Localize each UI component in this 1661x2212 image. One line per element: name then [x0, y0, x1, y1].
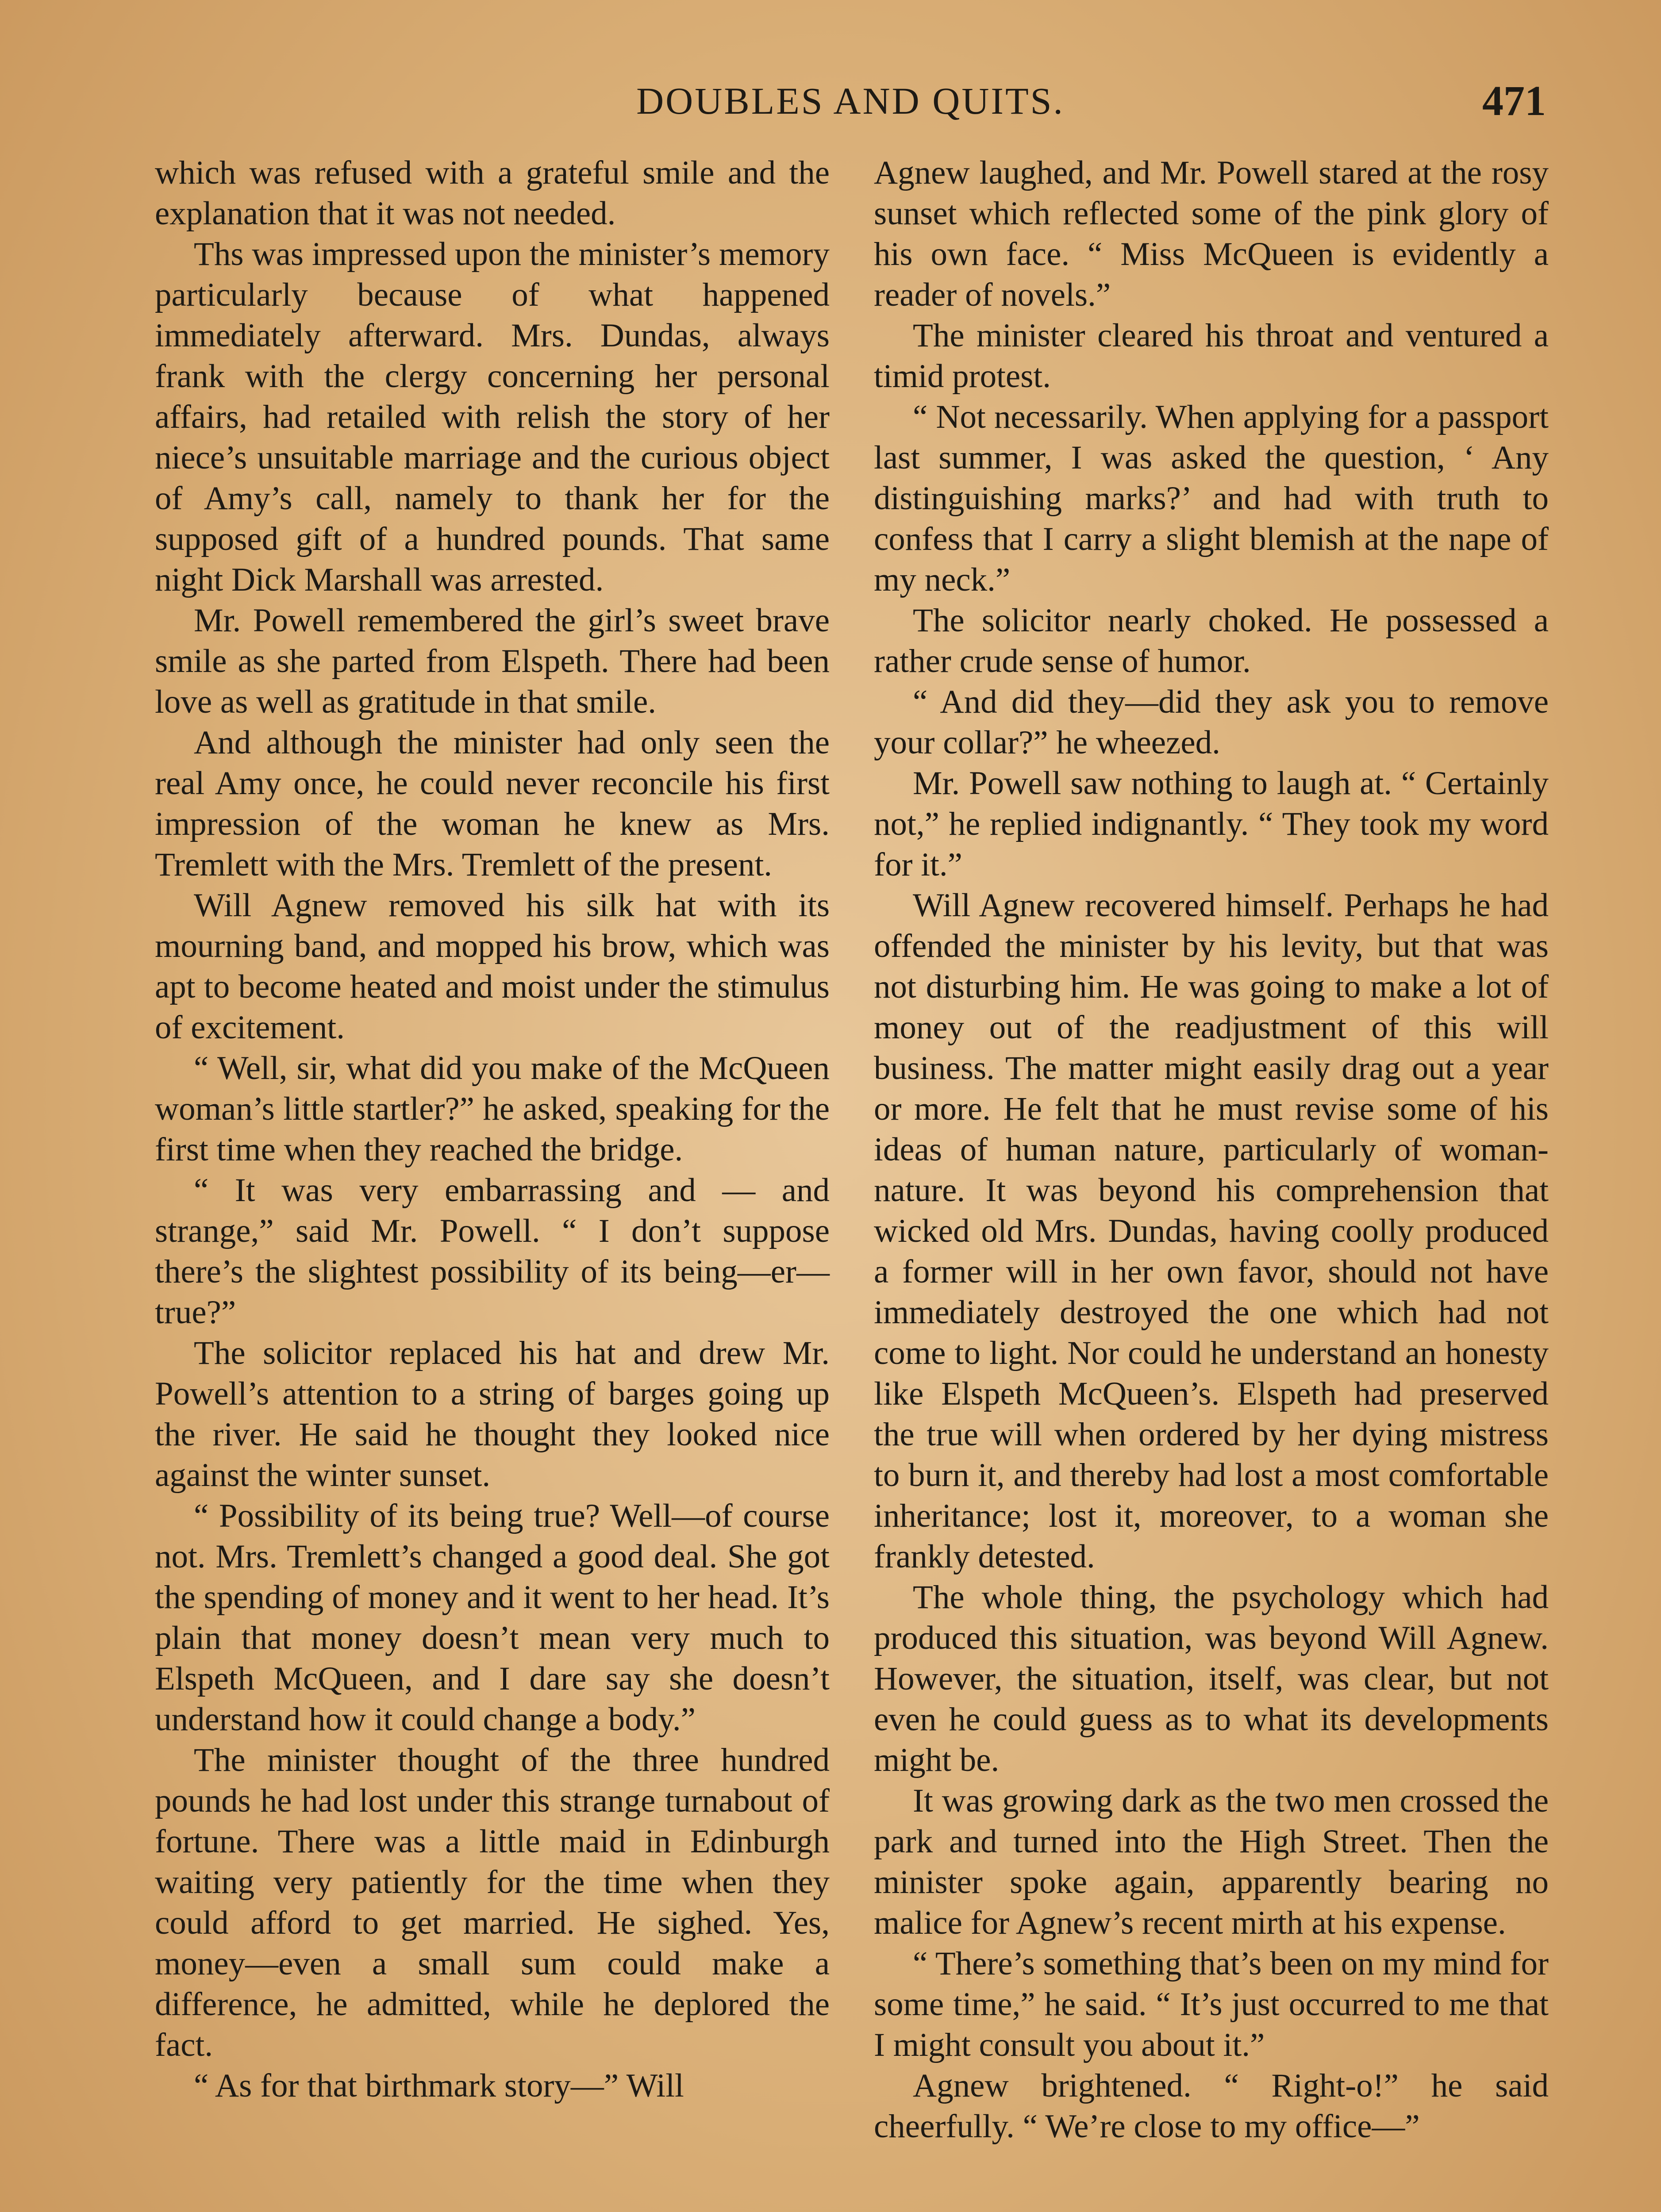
paragraph: Will Agnew removed his silk hat with its mourning band, and mopped his brow, which was apt to become heated and moist under the stimulus of excitement.: [155, 887, 830, 1046]
page-header: [150, 66, 1550, 128]
paragraph: The solicitor nearly choked. He possessed a rather crude sense of humor.: [874, 602, 1549, 680]
paragraph: The solicitor replaced his hat and drew Mr. Powell’s attention to a string of barges going up the river. He said he thought they looked nice against the winter sunset.: [155, 1335, 830, 1494]
paragraph: It was growing dark as the two men crossed the park and turned into the High Street. Then the minister spoke again, apparently bearing no malice for Agnew’s recent mirth at his expense.: [874, 1782, 1549, 1941]
paragraph: “ There’s something that’s been on my mind for some time,” he said. “ It’s just occurred to me that I might consult you about it.”: [874, 1945, 1549, 2063]
paragraph: Mr. Powell remembered the girl’s sweet brave smile as she parted from Elspeth. There had been love as well as gratitude in that smile.: [155, 602, 830, 720]
paragraph: The whole thing, the psychology which had produced this situation, was beyond Will Agnew. However, the situation, itself, was clear, but not even he could guess as to what its developments might be.: [874, 1579, 1549, 1778]
paragraph: Ths was impressed upon the minister’s memory particularly because of what happened immediately afterward. Mrs. Dundas, always frank with the clergy concerning her personal affairs, had retailed with relish the story of her niece’s unsuitable marriage and the curious object of Amy’s call, namely to thank her for the supposed gift of a hundred pounds. That same night Dick Marshall was arrested.: [155, 236, 830, 598]
page-number: 471: [1482, 77, 1546, 124]
paragraph: “ Well, sir, what did you make of the McQueen woman’s little startler?” he asked, speaking for the first time when they reached the bridge.: [155, 1050, 830, 1168]
left-column: [155, 153, 830, 2106]
paragraph: Agnew laughed, and Mr. Powell stared at the rosy sunset which reflected some of the pink glory of his own face. “ Miss McQueen is evidently a reader of novels.”: [874, 154, 1549, 313]
paragraph: “ And did they—did they ask you to remove your collar?” he wheezed.: [874, 684, 1549, 761]
paragraph: The minister thought of the three hundred pounds he had lost under this strange turnabout of fortune. There was a little maid in Edinburgh waiting very patiently for the time when they could afford to get married. He sighed. Yes, money—even a small sum could make a difference, he admitted, while he deplored the fact.: [155, 1742, 830, 2063]
paragraph: Agnew brightened. “ Right-o!” he said cheerfully. “ We’re close to my office—”: [874, 2067, 1549, 2145]
paragraph: “ Not necessarily. When applying for a passport last summer, I was asked the question, ‘ Any distinguishing marks?’ and had with truth to confess that I carry a slight blemish at the nape of my neck.”: [874, 399, 1549, 598]
text-columns: [155, 153, 1549, 2212]
paragraph: which was refused with a grateful smile and the explanation that it was not needed.: [155, 154, 830, 232]
paragraph: “ As for that birthmark story—” Will: [194, 2067, 684, 2104]
paragraph: And although the minister had only seen the real Amy once, he could never reconcile his first impression of the woman he knew as Mrs. Tremlett with the Mrs. Tremlett of the present.: [155, 724, 830, 883]
paragraph: Will Agnew recovered himself. Perhaps he had offended the minister by his levity, but that was not disturbing him. He was going to make a lot of money out of the readjustment of this will business. The matter might easily drag out a year or more. He felt that he must revise some of his ideas of human nature, particularly of woman-nature. It was beyond his comprehension that wicked old Mrs. Dundas, having coolly produced a former will in her own favor, should not have immediately destroyed the one which had not come to light. Nor could he understand an honesty like Elspeth McQueen’s. Elspeth had preserved the true will when ordered by her dying mistress to burn it, and thereby had lost a most comfortable inheritance; lost it, moreover, to a woman she frankly detested.: [874, 887, 1549, 1575]
paragraph: “ Possibility of its being true? Well—of course not. Mrs. Tremlett’s changed a good deal. She got the spending of money and it went to her head. It’s plain that money doesn’t mean very much to Elspeth McQueen, and I dare say she doesn’t understand how it could change a body.”: [155, 1498, 830, 1738]
paragraph: “ It was very embarrassing and — and strange,” said Mr. Powell. “ I don’t suppose there’s the slightest possibility of its being—er—true?”: [155, 1172, 830, 1331]
right-column: [874, 153, 1549, 2147]
paragraph: The minister cleared his throat and ventured a timid protest.: [874, 317, 1549, 395]
running-title: DOUBLES AND QUITS.: [636, 80, 1065, 122]
paragraph: Mr. Powell saw nothing to laugh at. “ Certainly not,” he replied indignantly. “ They took my word for it.”: [874, 765, 1549, 883]
